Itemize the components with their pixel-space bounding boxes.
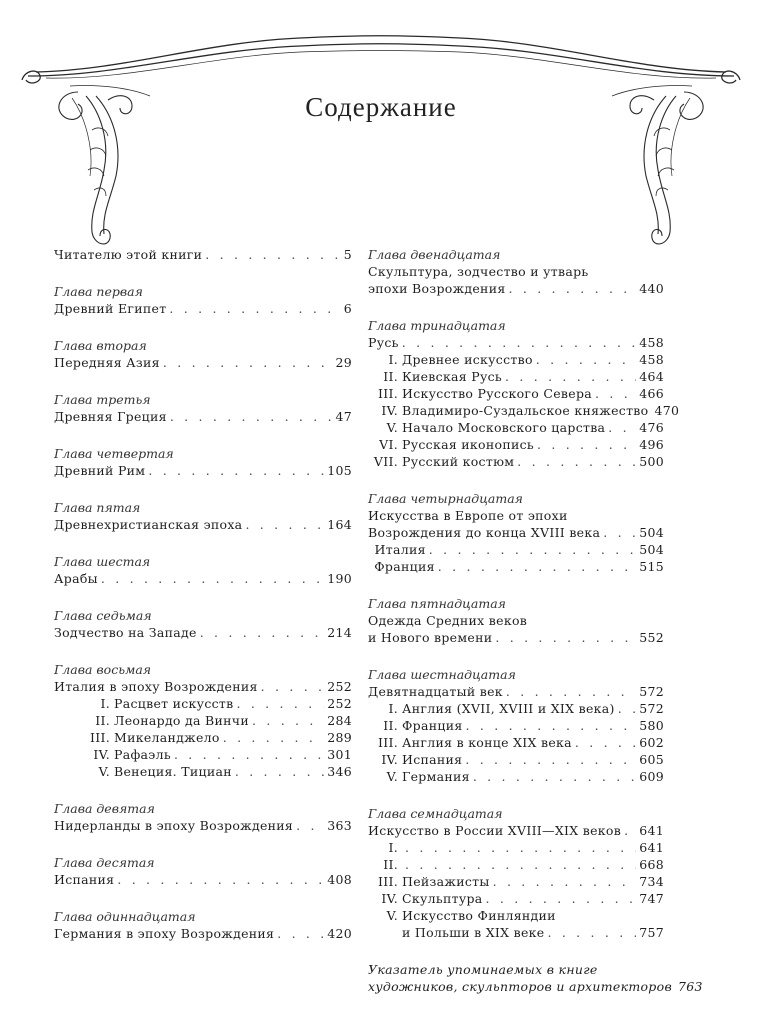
toc-entry[interactable] [368,734,664,751]
dot-leader [603,524,636,541]
entry-title: Искусство Финляндии [402,908,556,923]
toc-entry[interactable] [54,246,352,263]
toc-entry[interactable] [54,516,352,533]
entry-title: Италия в эпоху Возрождения [54,679,258,694]
entry-page-number: 464 [639,369,664,384]
chapter-subtitle-line[interactable] [368,907,664,924]
chapter-title-line: Одежда Средних веков [368,613,528,628]
entry-page-number: 214 [327,625,352,640]
entry-title: Венеция. Тициан [114,764,232,779]
dot-leader [170,408,333,425]
dot-leader [402,334,636,351]
chapter-label: Глава восьмая [54,662,152,677]
entry-title: Англия (XVII, XVIII и XIX века) [402,701,615,716]
entry-page-number: 572 [639,684,664,699]
dot-leader [252,712,324,729]
toc-entry[interactable] [368,541,664,558]
dot-leader [486,890,637,907]
chapter-block [368,595,664,646]
chapter-label: Глава пятая [54,500,141,515]
toc-entry[interactable] [54,462,352,479]
dot-leader [506,683,636,700]
chapter-block [54,499,352,533]
entry-title: Франция [402,718,463,733]
chapter-label: Глава четырнадцатая [368,491,523,506]
entry-roman-numeral: V. [386,769,398,784]
dot-leader [537,436,636,453]
entry-page-number: 470 [654,403,680,418]
entry-page-number: 252 [327,696,352,711]
chapter-block [54,607,352,641]
entry-roman-numeral: IV. [381,403,398,418]
entry-page-number: 552 [639,630,664,645]
entry-roman-numeral: I. [388,352,398,367]
toc-entry[interactable] [368,419,664,436]
dot-leader [505,368,636,385]
entry-title: Испания [402,752,463,767]
entry-page-number: 408 [327,872,352,887]
toc-entry[interactable] [368,683,664,700]
entry-title: Девятнадцатый век [368,684,503,699]
toc-entry[interactable] [368,822,664,839]
chapter-label: Глава третья [54,392,151,407]
entry-roman-numeral: II. [95,713,110,728]
chapter-block [54,908,352,942]
dot-leader [296,817,324,834]
entry-roman-numeral: II. [383,857,398,872]
entry-page-number: 466 [639,386,664,401]
entry-page-number: 476 [639,420,664,435]
chapter-label: Глава первая [54,284,143,299]
entry-page-number: 641 [639,823,664,838]
entry-title: Древний Египет [54,301,167,316]
toc-entry[interactable] [54,763,352,780]
dot-leader [547,924,636,941]
chapter-block [368,805,664,941]
entry-roman-numeral: V. [98,764,110,779]
entry-title: Италия [374,542,426,557]
entry-page-number: 6 [343,301,352,316]
chapter-block [368,666,664,785]
entry-page-number: 515 [639,559,664,574]
entry-title: Пейзажисты [402,874,490,889]
entry-page-number: 252 [327,679,352,694]
toc-entry[interactable] [54,925,352,942]
chapter-block [54,246,352,263]
entry-page-number: 289 [327,730,352,745]
entry-page-number: 284 [327,713,352,728]
entry-roman-numeral: IV. [381,752,398,767]
entry-roman-numeral: V. [386,420,398,435]
chapter-block [368,246,664,297]
entry-page-number: 301 [327,747,352,762]
toc-entry[interactable] [54,746,352,763]
dot-leader [465,751,636,768]
toc-entry[interactable] [368,524,664,541]
entry-page-number: 605 [639,752,664,767]
entry-title: Рафаэль [114,747,171,762]
chapter-block [54,391,352,425]
dot-leader [163,354,333,371]
dot-leader [117,871,324,888]
entry-page-number: 641 [639,840,664,855]
page-title: Содержание [305,92,457,122]
entry-roman-numeral: VI. [379,437,398,452]
toc-entry[interactable] [54,354,352,371]
dot-leader [148,462,324,479]
toc-entry[interactable] [54,678,352,695]
chapter-label: Глава девятая [54,801,155,816]
toc-entry[interactable] [54,712,352,729]
entry-title: Древняя Греция [54,409,167,424]
toc-entry[interactable] [54,408,352,425]
entry-roman-numeral: I. [388,701,398,716]
entry-page-number: 164 [327,517,352,532]
dot-leader [473,768,636,785]
toc-entry[interactable] [368,351,664,368]
toc-entry[interactable] [54,817,352,834]
entry-page-number: 580 [639,718,664,733]
dot-leader [595,385,636,402]
entry-roman-numeral: V. [386,908,398,923]
entry-page-number: 105 [327,463,352,478]
dot-leader [261,678,325,695]
entry-page-number: 747 [639,891,664,906]
chapter-label: Глава шестая [54,554,151,569]
chapter-label: Глава семнадцатая [368,806,503,821]
entry-title: эпохи Возрождения [368,281,506,296]
entry-page-number: 757 [639,925,664,940]
entry-title: Начало Московского царства [402,420,606,435]
entry-page-number: 440 [639,281,664,296]
toc-entry[interactable] [368,334,664,351]
entry-page-number: 763 [678,979,703,994]
toc-left-column [54,246,352,962]
entry-title: и Нового времени [368,630,493,645]
chapter-title-line: Скульптура, зодчество и утварь [368,264,589,279]
entry-roman-numeral: III. [378,386,398,401]
toc-entry[interactable] [368,717,664,734]
chapter-block [368,490,664,575]
entry-title: Древнехристианская эпоха [54,517,243,532]
toc-entry[interactable] [368,700,664,717]
entry-page-number: 496 [639,437,664,452]
dot-leader [624,822,636,839]
toc-entry[interactable] [54,695,352,712]
dot-leader [101,570,324,587]
entry-page-number: 5 [343,247,352,262]
entry-title: и Польши в XIX веке [402,925,545,940]
entry-roman-numeral: I. [388,840,398,855]
dot-leader [200,624,325,641]
toc-entry[interactable] [368,385,664,402]
dot-leader [608,419,636,436]
dot-leader [536,351,636,368]
entry-roman-numeral: II. [383,718,398,733]
toc-entry[interactable] [368,629,664,646]
chapter-label: Глава одиннадцатая [54,909,196,924]
entry-title: Германия [402,769,470,784]
chapter-block [54,445,352,479]
toc-entry[interactable] [368,856,664,873]
dot-leader [438,558,636,575]
dot-leader [174,746,324,763]
entry-title: Леонардо да Винчи [114,713,250,728]
toc-entry[interactable] [368,978,703,995]
entry-title: Древний Рим [54,463,146,478]
entry-title: Русская иконопись [402,437,534,452]
toc-entry[interactable] [368,402,680,419]
toc-entry[interactable] [54,300,352,317]
entry-roman-numeral: III. [378,735,398,750]
chapter-label: Глава седьмая [54,608,152,623]
entry-title: Искусство в России XVIII—XIX веков [368,823,622,838]
dot-leader [223,729,325,746]
chapter-label: Глава шестнадцатая [368,667,516,682]
dot-leader [245,516,324,533]
dot-leader [236,695,324,712]
dot-leader [405,839,636,856]
entry-page-number: 346 [327,764,352,779]
entry-title: Микеланджело [114,730,220,745]
chapter-block [54,661,352,780]
chapter-block [54,553,352,587]
chapter-label: Глава десятая [54,855,155,870]
chapter-label: Глава двенадцатая [368,247,501,262]
entry-title: Передняя Азия [54,355,160,370]
entry-title: Скульптура [402,891,483,906]
toc-entry[interactable] [368,768,664,785]
entry-page-number: 602 [639,735,664,750]
dot-leader [405,856,636,873]
entry-page-number: 458 [639,352,664,367]
toc-entry[interactable] [54,570,352,587]
entry-page-number: 668 [639,857,664,872]
chapter-block [54,854,352,888]
index-note-line: Указатель упоминаемых в книге [368,962,598,977]
chapter-title-line: Искусства в Европе от эпохи [368,508,568,523]
entry-title: Англия в конце XIX века [402,735,572,750]
entry-page-number: 29 [335,355,352,370]
dot-leader [205,246,340,263]
entry-title: Зодчество на Западе [54,625,197,640]
entry-title: Испания [54,872,115,887]
entry-title: Арабы [54,571,98,586]
entry-page-number: 500 [639,454,664,469]
toc-right-column [368,246,703,1015]
entry-title: Германия в эпоху Возрождения [54,926,275,941]
toc-entry[interactable] [368,558,664,575]
toc-entry[interactable] [54,729,352,746]
entry-page-number: 734 [639,874,664,889]
entry-roman-numeral: II. [383,369,398,384]
dot-leader [466,717,637,734]
entry-page-number: 363 [327,818,352,833]
entry-page-number: 190 [327,571,352,586]
dot-leader [495,629,636,646]
entry-title: Киевская Русь [402,369,503,384]
entry-page-number: 420 [327,926,352,941]
dot-leader [235,763,324,780]
toc-entry[interactable] [368,453,664,470]
dot-leader [575,734,636,751]
toc-entry[interactable] [54,624,352,641]
toc-entry[interactable] [368,873,664,890]
entry-title: Читателю этой книги [54,247,203,262]
chapter-block [54,800,352,834]
toc-entry[interactable] [368,280,664,297]
entry-roman-numeral: IV. [381,891,398,906]
index-note-block [368,961,703,995]
entry-page-number: 572 [639,701,664,716]
entry-roman-numeral: IV. [93,747,110,762]
chapter-block [54,337,352,371]
toc-entry[interactable] [368,839,664,856]
dot-leader [169,300,340,317]
chapter-label: Глава вторая [54,338,147,353]
entry-title: Русский костюм [402,454,515,469]
dot-leader [509,280,637,297]
entry-page-number: 47 [335,409,352,424]
dot-leader [277,925,324,942]
dot-leader [517,453,636,470]
entry-roman-numeral: VII. [373,454,398,469]
entry-roman-numeral: III. [378,874,398,889]
entry-title: Возрождения до конца XVIII века [368,525,601,540]
toc-entry[interactable] [368,751,664,768]
entry-title: Нидерланды в эпоху Возрождения [54,818,294,833]
chapter-label: Глава четвертая [54,446,174,461]
entry-title: Франция [374,559,435,574]
entry-title: художников, скульпторов и архитекторов [368,979,673,994]
chapter-block [368,317,680,470]
entry-title: Владимиро-Суздальское княжество [402,403,649,418]
entry-title: Расцвет искусств [114,696,234,711]
entry-title: Искусство Русского Севера [402,386,593,401]
toc-entry[interactable] [54,871,352,888]
toc-entry[interactable] [368,924,664,941]
entry-title: Древнее искусство [402,352,533,367]
entry-roman-numeral: I. [100,696,110,711]
toc-entry[interactable] [368,890,664,907]
dot-leader [493,873,637,890]
entry-title: Русь [368,335,399,350]
entry-page-number: 458 [639,335,664,350]
entry-page-number: 504 [639,542,664,557]
entry-roman-numeral: III. [90,730,110,745]
entry-page-number: 609 [639,769,664,784]
chapter-label: Глава пятнадцатая [368,596,506,611]
toc-entry[interactable] [368,368,664,385]
ornamental-header-frame [0,0,762,260]
chapter-label: Глава тринадцатая [368,318,506,333]
chapter-block [54,283,352,317]
dot-leader [618,700,637,717]
toc-entry[interactable] [368,436,664,453]
entry-page-number: 504 [639,525,664,540]
dot-leader [429,541,636,558]
